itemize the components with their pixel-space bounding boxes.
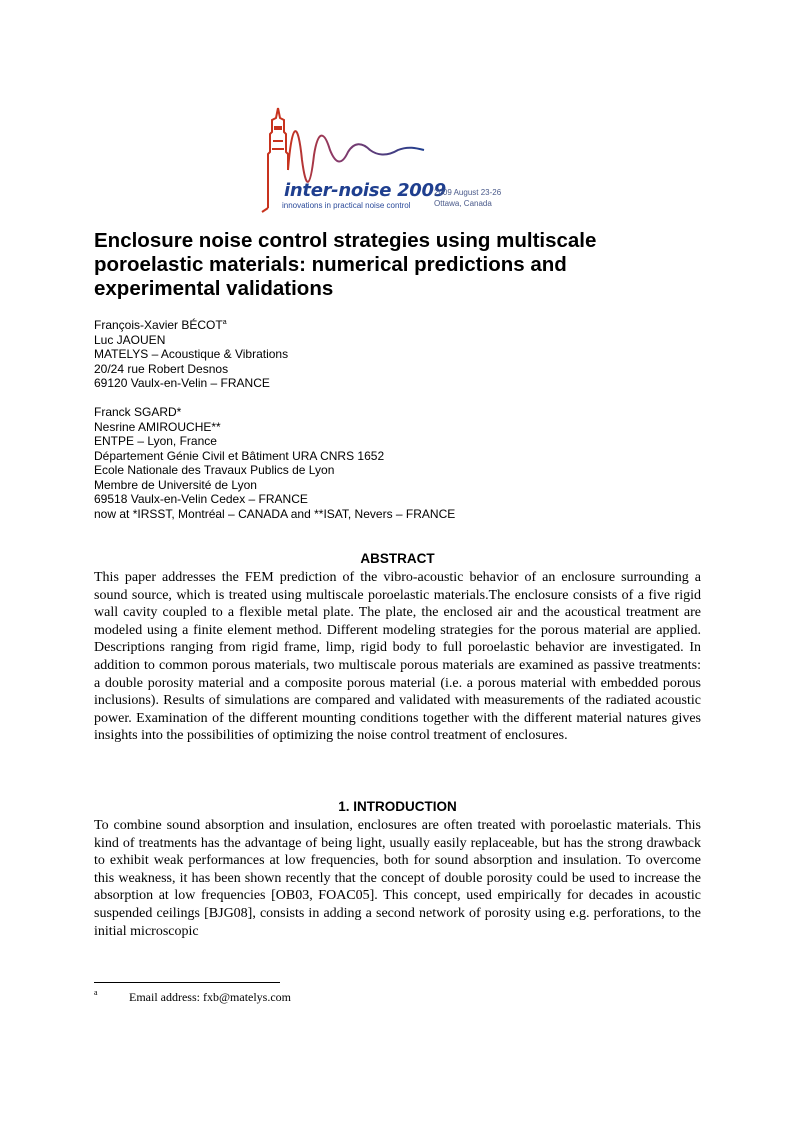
affiliation-line: MATELYS – Acoustique & Vibrations: [94, 347, 289, 361]
abstract-heading: ABSTRACT: [360, 551, 435, 566]
affiliation-line: Département Génie Civil et Bâtiment URA CNRS 1652: [94, 448, 385, 463]
logo-date-location: [434, 187, 501, 209]
author-name: Luc JAOUEN: [94, 332, 166, 347]
affiliation-line: now at *IRSST, Montréal – CANADA and **ISAT, Nevers – FRANCE: [94, 506, 456, 521]
author-block-1: [94, 318, 288, 391]
logo-name: inter-noise 2009: [284, 180, 446, 201]
author-block-2: [94, 405, 455, 521]
affiliation-line: Ecole Nationale des Travaux Publics de Lyon: [94, 463, 335, 477]
paper-title: Enclosure noise control strategies using multiscale poroelastic materials: numerical predictions and experimental validations: [94, 229, 597, 300]
footnote-marker: a: [222, 319, 227, 326]
logo-tagline: innovations in practical noise control: [282, 201, 411, 210]
affiliation-line: 69120 Vaulx-en-Velin – FRANCE: [94, 376, 270, 390]
affiliation-line: 20/24 rue Robert Desnos: [94, 361, 229, 376]
author-name: [94, 318, 288, 333]
conference-logo: [258, 100, 518, 215]
footnote-text: Email address: fxb@matelys.com: [129, 990, 292, 1004]
author-name: Franck SGARD*: [94, 405, 182, 419]
author-name-text: François-Xavier BÉCOT: [94, 318, 223, 332]
affiliation-line: 69518 Vaulx-en-Velin Cedex – FRANCE: [94, 492, 308, 506]
logo-date: 2009 August 23-26: [434, 188, 502, 197]
introduction-text: To combine sound absorption and insulation, enclosures are often treated with poroelastic materials. This kind of treatments has the advantage of being light, usually easily replaceable, but has the strong drawback to exhibit weak performances at low frequencies, both for sound absorption and insulation. To overcome this weakness, it has been shown recently that the concept of double porosity could be used to increase the absorption at low frequencies [OB03, FOAC05]. This concept, used empirically for decades in acoustic suspended ceilings [BJG08], consists in adding a second network of porosity using e.g. perforations, to the initial microscopic: [94, 818, 701, 939]
affiliation-line: Membre de Université de Lyon: [94, 477, 257, 492]
affiliation-line: ENTPE – Lyon, France: [94, 434, 217, 448]
footnote-marker: a: [94, 988, 98, 997]
footnote-divider: [94, 982, 280, 983]
abstract-text: This paper addresses the FEM prediction of the vibro-acoustic behavior of an enclosure surrounding a sound source, which is treated using multiscale poroelastic materials.The enclosure consists of a five rigid wall cavity coupled to a flexible metal plate. The plate, the enclosed air and the acoustical treatment are modeled using a finite element method. Different modeling strategies for the porous material are applied. Descriptions ranging from rigid frame, limp, rigid body to full poroelastic behavior are investigated. In addition to common porous materials, two multiscale porous materials are examined as passive treatments: a double porosity material and a composite porous material (i.e. a porous material with embedded porous inclusions). Results of simulations are compared and validated with measurements of the radiated acoustic power. Examination of the different mounting conditions together with the different material natures gives insights into the possibilities of optimizing the noise control treatment of enclosures.: [94, 570, 701, 744]
logo-location: Ottawa, Canada: [434, 199, 492, 208]
author-name: Nesrine AMIROUCHE**: [94, 419, 221, 434]
introduction-heading: 1. INTRODUCTION: [338, 799, 457, 814]
